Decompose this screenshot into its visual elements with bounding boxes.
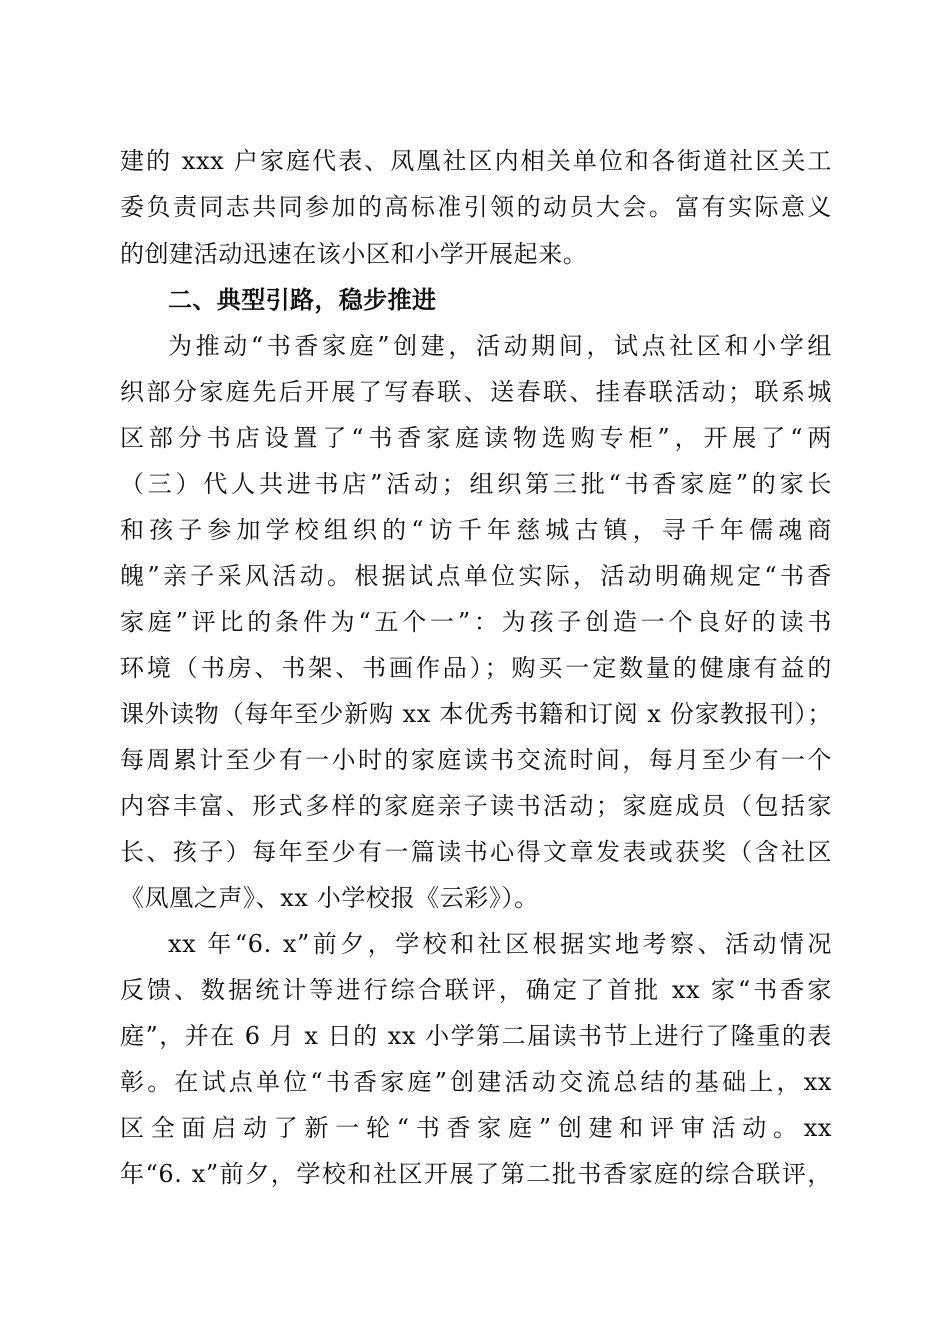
text-line-1: 建的 xxx 户家庭代表、凤凰社区内相关单位和各街道社区关工 [120,147,832,175]
text-line-13: 课外读物（每年至少新购 xx 本优秀书籍和订阅 x 份家教报刊）； [120,700,832,728]
text-line-15: 内容丰富、形式多样的家庭亲子读书活动；家庭成员（包括家 [120,792,832,820]
text-line-12: 环境（书房、书架、书画作品）；购买一定数量的健康有益的 [120,654,832,682]
text-line-5: 为推动“书香家庭”创建，活动期间，试点社区和小学组 [168,332,832,360]
text-line-11: 家庭”评比的条件为“五个一”：为孩子创造一个良好的读书 [120,608,832,636]
text-line-7: 区部分书店设置了“书香家庭读物选购专柜”，开展了“两 [120,424,832,452]
text-line-23: 年“6. x”前夕，学校和社区开展了第二批书香家庭的综合联评， [120,1160,832,1188]
text-line-9: 和孩子参加学校组织的“访千年慈城古镇，寻千年儒魂商 [120,516,832,544]
text-line-14: 每周累计至少有一小时的家庭读书交流时间，每月至少有一个 [120,746,832,774]
text-line-2: 委负责同志共同参加的高标准引领的动员大会。富有实际意义 [120,193,832,221]
text-line-6: 织部分家庭先后开展了写春联、送春联、挂春联活动；联系城 [120,378,832,406]
text-line-16: 长、孩子）每年至少有一篇读书心得文章发表或获奖（含社区 [120,838,832,866]
text-line-17: 《凤凰之声》、xx 小学校报《云彩》）。 [120,884,539,912]
text-line-18: xx 年“6. x”前夕，学校和社区根据实地考察、活动情况 [168,930,832,958]
text-line-21: 彰。在试点单位“书香家庭”创建活动交流总结的基础上，xx [120,1068,832,1096]
section-heading: 二、典型引路，稳步推进 [168,286,437,314]
text-line-10: 魄”亲子采风活动。根据试点单位实际，活动明确规定“书香 [120,562,832,590]
text-line-20: 庭”，并在 6 月 x 日的 xx 小学第二届读书节上进行了隆重的表 [120,1022,832,1050]
text-line-3: 的创建活动迅速在该小区和小学开展起来。 [120,240,588,268]
text-line-8: （三）代人共进书店”活动；组织第三批“书香家庭”的家长 [120,470,832,498]
text-line-19: 反馈、数据统计等进行综合联评，确定了首批 xx 家“书香家 [120,976,832,1004]
text-line-22: 区全面启动了新一轮“书香家庭”创建和评审活动。xx [120,1114,832,1142]
